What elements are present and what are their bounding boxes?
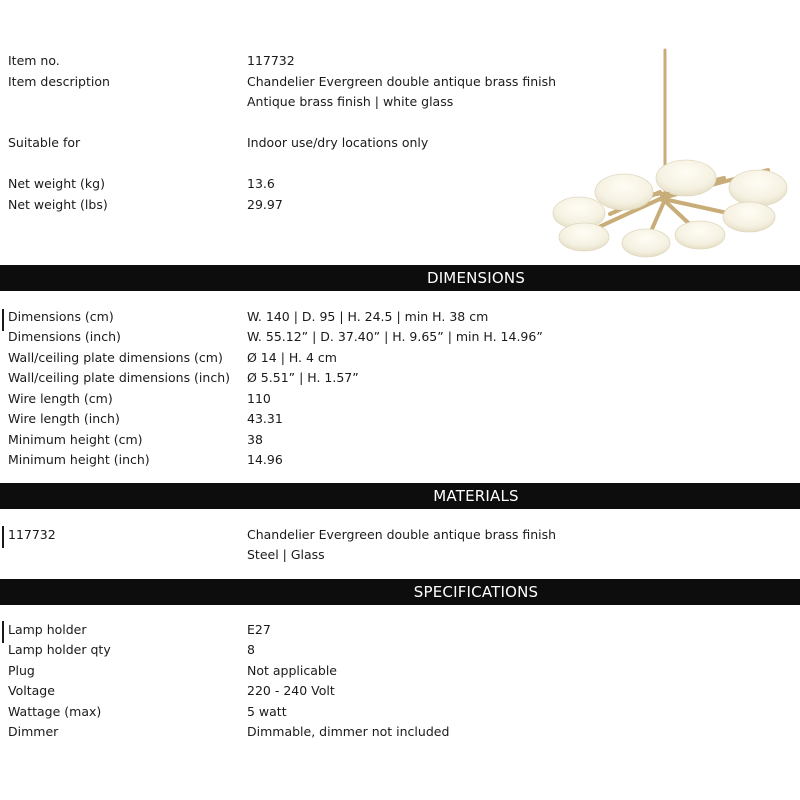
plate-dimensions-inch-label: Wall/ceiling plate dimensions (inch) (8, 370, 231, 385)
voltage-label: Voltage (8, 683, 55, 698)
dimensions-inch-value: W. 55.12” | D. 37.40” | H. 9.65” | min H. 14.96” (247, 329, 543, 344)
plate-dimensions-cm-value: Ø 14 | H. 4 cm (247, 350, 337, 365)
specifications-marker (2, 621, 4, 643)
materials-item-value: Chandelier Evergreen double antique brass finish (247, 527, 557, 542)
suitable-for-label: Suitable for (8, 135, 81, 150)
wire-length-inch-label: Wire length (inch) (8, 411, 120, 426)
materials-header (0, 483, 800, 509)
voltage-value: 220 - 240 Volt (247, 683, 335, 698)
suitable-for-value: Indoor use/dry locations only (247, 135, 429, 150)
chandelier-product-image (548, 46, 788, 266)
materials-composition-value: Steel | Glass (247, 547, 325, 562)
net-weight-kg-label: Net weight (kg) (8, 176, 105, 191)
dimensions-marker (2, 309, 4, 331)
minimum-height-cm-label: Minimum height (cm) (8, 432, 143, 447)
materials-heading: MATERIALS (433, 487, 519, 505)
dimensions-heading: DIMENSIONS (426, 269, 526, 287)
dimmer-label: Dimmer (8, 724, 59, 739)
item-description-label: Item description (8, 74, 110, 89)
wattage-value: 5 watt (247, 704, 287, 719)
dimensions-header (0, 265, 800, 291)
dimmer-value: Dimmable, dimmer not included (247, 724, 450, 739)
specifications-heading: SPECIFICATIONS (413, 583, 539, 601)
specifications-header (0, 579, 800, 605)
materials-marker (2, 526, 4, 548)
item-no-label: Item no. (8, 53, 60, 68)
net-weight-kg-value: 13.6 (247, 176, 275, 191)
wire-length-cm-label: Wire length (cm) (8, 391, 113, 406)
item-finish-value: Antique brass finish | white glass (247, 94, 454, 109)
plug-value: Not applicable (247, 663, 337, 678)
minimum-height-inch-value: 14.96 (247, 452, 283, 467)
plate-dimensions-inch-value: Ø 5.51” | H. 1.57” (247, 370, 359, 385)
item-no-value: 117732 (247, 53, 295, 68)
dimensions-inch-label: Dimensions (inch) (8, 329, 121, 344)
net-weight-lbs-label: Net weight (lbs) (8, 197, 108, 212)
net-weight-lbs-value: 29.97 (247, 197, 283, 212)
item-description-value: Chandelier Evergreen double antique brass finish (247, 74, 557, 89)
wire-length-cm-value: 110 (247, 391, 271, 406)
wattage-label: Wattage (max) (8, 704, 102, 719)
minimum-height-inch-label: Minimum height (inch) (8, 452, 150, 467)
lamp-holder-qty-label: Lamp holder qty (8, 642, 111, 657)
plug-label: Plug (8, 663, 35, 678)
lamp-holder-value: E27 (247, 622, 271, 637)
wire-length-inch-value: 43.31 (247, 411, 283, 426)
lamp-holder-qty-value: 8 (247, 642, 255, 657)
materials-item-label: 117732 (8, 527, 56, 542)
plate-dimensions-cm-label: Wall/ceiling plate dimensions (cm) (8, 350, 223, 365)
lamp-holder-label: Lamp holder (8, 622, 87, 637)
dimensions-cm-label: Dimensions (cm) (8, 309, 114, 324)
minimum-height-cm-value: 38 (247, 432, 263, 447)
dimensions-cm-value: W. 140 | D. 95 | H. 24.5 | min H. 38 cm (247, 309, 489, 324)
